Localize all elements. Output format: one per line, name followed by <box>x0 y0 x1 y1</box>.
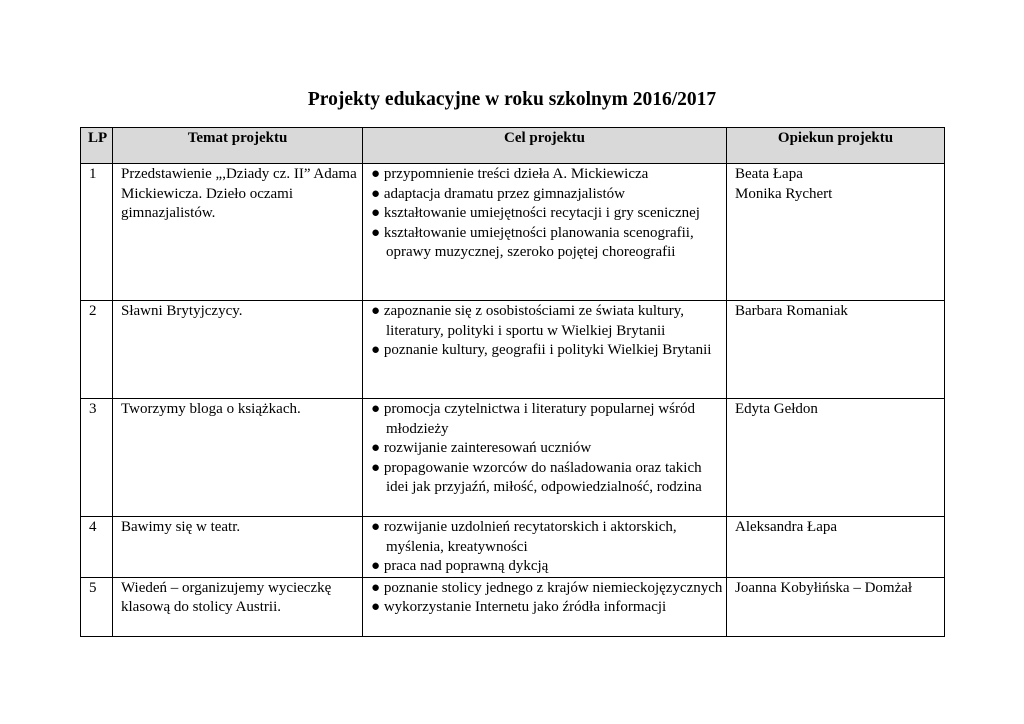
cell-goals <box>363 577 727 636</box>
cell-topic: Przedstawienie „,Dziady cz. II” Adama Mickiewicza. Dzieło oczami gimnazjalistów. <box>113 164 363 301</box>
goal-item: ● praca nad poprawną dykcją <box>371 557 726 577</box>
supervisor-name: Barbara Romaniak <box>735 303 848 319</box>
goal-item: ● poznanie stolicy jednego z krajów niemieckojęzycznych <box>371 579 726 599</box>
cell-lp: 5 <box>81 577 113 636</box>
goals-list <box>371 400 726 498</box>
goal-item: ● rozwijanie zainteresowań uczniów <box>371 439 726 459</box>
supervisor-name: Edyta Gełdon <box>735 401 818 417</box>
goal-item: ● wykorzystanie Internetu jako źródła informacji <box>371 598 726 618</box>
goal-item: ● adaptacja dramatu przez gimnazjalistów <box>371 185 726 205</box>
supervisor-name: Monika Rychert <box>735 185 833 202</box>
cell-goals <box>363 164 727 301</box>
cell-lp: 3 <box>81 399 113 517</box>
goal-item: ● poznanie kultury, geografii i polityki Wielkiej Brytanii <box>371 341 726 361</box>
cell-lp: 2 <box>81 301 113 399</box>
supervisor-name: Beata Łapa <box>735 166 803 182</box>
cell-supervisors <box>727 577 945 636</box>
cell-goals <box>363 301 727 399</box>
table-header-row <box>81 128 945 164</box>
goal-item: ● zapoznanie się z osobistościami ze świata kultury, literatury, polityki i sportu w Wielkiej Brytanii <box>371 302 726 341</box>
cell-topic: Wiedeń – organizujemy wycieczkę klasową do stolicy Austrii. <box>113 577 363 636</box>
cell-supervisors <box>727 517 945 578</box>
cell-supervisors <box>727 301 945 399</box>
table-row <box>81 399 945 517</box>
cell-topic: Tworzymy bloga o książkach. <box>113 399 363 517</box>
goal-item: ● przypomnienie treści dzieła A. Mickiewicza <box>371 165 726 185</box>
goals-list <box>371 165 726 263</box>
goal-item: ● promocja czytelnictwa i literatury popularnej wśród młodzieży <box>371 400 726 439</box>
supervisor-name: Aleksandra Łapa <box>735 519 838 535</box>
cell-supervisors <box>727 399 945 517</box>
goal-item: ● rozwijanie uzdolnień recytatorskich i aktorskich, myślenia, kreatywności <box>371 518 726 557</box>
goal-item: ● propagowanie wzorców do naśladowania oraz takich idei jak przyjaźń, miłość, odpowiedzialność, rodzina <box>371 459 726 498</box>
goals-list <box>371 579 726 618</box>
cell-lp: 1 <box>81 164 113 301</box>
header-goal: Cel projektu <box>363 128 727 164</box>
projects-table <box>80 127 945 637</box>
cell-goals <box>363 517 727 578</box>
goals-list <box>371 518 726 577</box>
table-row <box>81 164 945 301</box>
table-row <box>81 517 945 578</box>
document-title: Projekty edukacyjne w roku szkolnym 2016/2017 <box>307 89 717 110</box>
cell-goals <box>363 399 727 517</box>
header-topic: Temat projektu <box>113 128 363 164</box>
header-supervisor: Opiekun projektu <box>727 128 945 164</box>
table-row <box>81 301 945 399</box>
cell-lp: 4 <box>81 517 113 578</box>
cell-topic: Sławni Brytyjczycy. <box>113 301 363 399</box>
cell-topic: Bawimy się w teatr. <box>113 517 363 578</box>
goal-item: ● kształtowanie umiejętności recytacji i gry scenicznej <box>371 204 726 224</box>
cell-supervisors <box>727 164 945 301</box>
supervisor-name: Joanna Kobyłińska – Domżał <box>735 579 913 596</box>
table-row <box>81 577 945 636</box>
goal-item: ● kształtowanie umiejętności planowania scenografii, oprawy muzycznej, szeroko pojętej choreografii <box>371 224 726 263</box>
goals-list <box>371 302 726 361</box>
header-lp: LP <box>81 128 113 164</box>
